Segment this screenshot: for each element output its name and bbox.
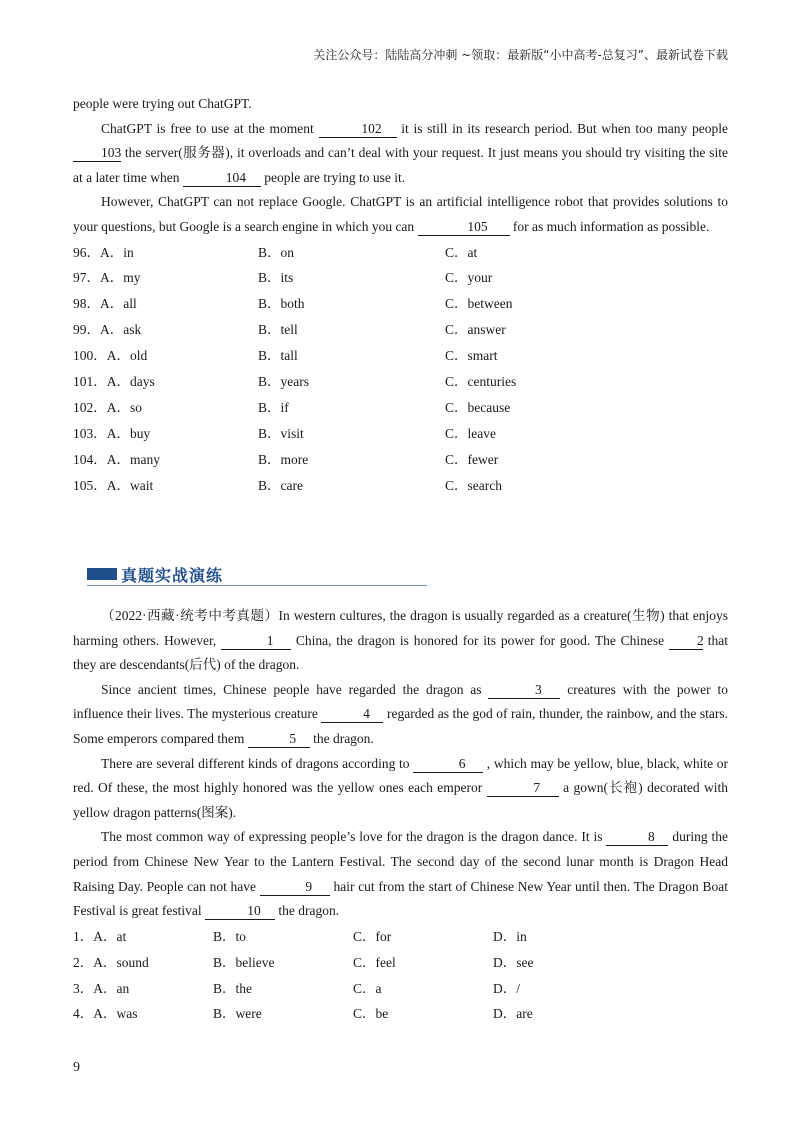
section-title xyxy=(87,563,427,586)
option-row xyxy=(73,265,728,291)
section-chatgpt xyxy=(73,92,728,498)
option-b[interactable]: B．both xyxy=(258,296,305,312)
option-d[interactable]: D．/ xyxy=(493,980,520,996)
options-list-2 xyxy=(73,924,728,1028)
paragraph-0: people were trying out ChatGPT. xyxy=(73,96,252,111)
question-options xyxy=(73,317,258,343)
option-b[interactable]: B．care xyxy=(258,477,303,493)
option-c[interactable]: C．for xyxy=(353,928,392,944)
option-row xyxy=(73,924,728,950)
text: , which may be yellow, blue, black, white or red. Of these, the most highly honored was the yellow ones each emperor xyxy=(73,755,728,796)
option-b[interactable]: B．its xyxy=(258,270,294,286)
option-row xyxy=(73,976,728,1002)
option-c[interactable]: C．answer xyxy=(445,322,506,338)
question-options xyxy=(73,447,258,473)
question-options xyxy=(73,924,213,950)
blank-7[interactable]: 7 xyxy=(487,780,559,797)
text: the dragon. xyxy=(309,730,374,746)
option-c[interactable]: C．a xyxy=(353,980,382,996)
option-c[interactable]: C．be xyxy=(353,1006,389,1022)
question-number: 98． xyxy=(73,296,100,312)
blank-2[interactable]: 2 xyxy=(669,633,703,650)
option-row xyxy=(73,473,728,499)
question-number: 102． xyxy=(73,399,107,415)
option-a[interactable]: A．so xyxy=(106,399,143,415)
text: hair cut from the start of Chinese New Year until then. The Dragon Boat Festival is great festival xyxy=(73,878,728,919)
paragraph-2 xyxy=(73,190,728,239)
text: it is still in its research period. But when too many people xyxy=(396,120,728,136)
question-number: 101． xyxy=(73,374,107,390)
question-number: 104． xyxy=(73,451,107,467)
paragraph-s2-4 xyxy=(73,825,728,923)
text: regarded as the god of rain, thunder, the rainbow, and the stars. Some emperors compared them xyxy=(73,706,728,746)
text: for as much information as possible. xyxy=(509,218,710,234)
text: the server(服务器), it overloads and can’t deal with your request. It just means you should try visiting the site at a later time when xyxy=(73,145,728,185)
option-a[interactable]: A．ask xyxy=(100,322,142,338)
option-a[interactable]: A．wait xyxy=(106,477,154,493)
question-options xyxy=(73,1001,213,1027)
blank-5[interactable]: 5 xyxy=(248,731,310,748)
option-a[interactable]: A．my xyxy=(100,270,141,286)
blank-3[interactable]: 3 xyxy=(488,682,560,699)
option-c[interactable]: C．feel xyxy=(353,954,396,970)
option-b[interactable]: B．were xyxy=(213,1006,262,1022)
option-c[interactable]: C．your xyxy=(445,270,493,286)
question-options xyxy=(73,421,258,447)
blank-103[interactable]: 103 xyxy=(73,145,121,162)
option-a[interactable]: A．days xyxy=(106,374,155,390)
option-b[interactable]: B．on xyxy=(258,244,295,260)
question-options xyxy=(73,976,213,1002)
option-a[interactable]: A．was xyxy=(93,1006,138,1022)
question-number: 3． xyxy=(73,980,94,996)
question-number: 99． xyxy=(73,322,100,338)
option-b[interactable]: B．more xyxy=(258,451,309,467)
text: Since ancient times, Chinese people have regarded the dragon as xyxy=(101,681,489,697)
option-a[interactable]: A．old xyxy=(106,348,148,364)
option-d[interactable]: D．are xyxy=(493,1006,533,1022)
question-options xyxy=(73,473,258,499)
question-number: 4． xyxy=(73,1006,94,1022)
option-b[interactable]: B．the xyxy=(213,980,252,996)
option-c[interactable]: C．centuries xyxy=(445,374,517,390)
option-row xyxy=(73,421,728,447)
option-a[interactable]: A．sound xyxy=(93,954,149,970)
option-row xyxy=(73,395,728,421)
text: during the period from Chinese New Year to the Lantern Festival. The second day of the second lunar month is Dragon Head Raising Day. People can not have xyxy=(73,829,728,894)
blank-10[interactable]: 10 xyxy=(205,903,275,920)
question-options xyxy=(73,240,258,266)
question-number: 96． xyxy=(73,244,100,260)
question-number: 1． xyxy=(73,928,94,944)
text: people are trying to use it. xyxy=(260,169,406,185)
paragraph-s2-1 xyxy=(73,604,728,678)
text: However, ChatGPT can not replace Google. ChatGPT is an artificial intelligence robot that provides solutions to your questions, but Google is a search engine in which you can xyxy=(73,194,728,234)
option-a[interactable]: A．all xyxy=(100,296,137,312)
option-b[interactable]: B．tall xyxy=(258,348,298,364)
text: There are several different kinds of dragons according to xyxy=(101,755,414,771)
question-number: 2． xyxy=(73,954,94,970)
option-row xyxy=(73,1001,728,1027)
option-b[interactable]: B．years xyxy=(258,374,309,390)
option-row xyxy=(73,240,728,266)
question-number: 103． xyxy=(73,425,107,441)
option-d[interactable]: D．in xyxy=(493,928,527,944)
option-b[interactable]: B．if xyxy=(258,399,289,415)
question-options xyxy=(73,950,213,976)
blank-6[interactable]: 6 xyxy=(413,756,483,773)
option-b[interactable]: B．believe xyxy=(213,954,275,970)
question-options xyxy=(73,369,258,395)
option-c[interactable]: C．at xyxy=(445,244,478,260)
blank-4[interactable]: 4 xyxy=(321,706,383,723)
text: The most common way of expressing people’s love for the dragon is the dragon dance. It is xyxy=(101,829,607,845)
blank-102[interactable]: 102 xyxy=(319,121,397,138)
option-c[interactable]: C．fewer xyxy=(445,451,499,467)
option-row xyxy=(73,447,728,473)
option-c[interactable]: C．search xyxy=(445,477,502,493)
option-a[interactable]: A．buy xyxy=(106,425,151,441)
page-number: 9 xyxy=(73,1060,80,1075)
option-row xyxy=(73,950,728,976)
option-c[interactable]: C．smart xyxy=(445,348,498,364)
option-c[interactable]: C．between xyxy=(445,296,513,312)
option-a[interactable]: A．at xyxy=(93,928,127,944)
paragraph-1 xyxy=(73,117,728,191)
section-title-text: 真题实战演练 xyxy=(121,566,224,585)
text: a gown(长袍) decorated with yellow dragon patterns(图案). xyxy=(73,780,728,820)
question-number: 100． xyxy=(73,348,107,364)
text: creatures with the power to influence their lives. The mysterious creature xyxy=(73,681,729,722)
text: （2022·西藏·统考中考真题）In western cultures, the dragon is usually regarded as a creature(生物) that enjoys harming others. However, xyxy=(73,608,728,648)
option-c[interactable]: C．leave xyxy=(445,425,496,441)
option-b[interactable]: B．tell xyxy=(258,322,298,338)
question-options xyxy=(73,291,258,317)
option-b[interactable]: B．visit xyxy=(258,425,304,441)
option-row xyxy=(73,317,728,343)
option-c[interactable]: C．because xyxy=(445,399,511,415)
blank-105[interactable]: 105 xyxy=(418,219,510,236)
blank-8[interactable]: 8 xyxy=(606,829,668,846)
option-d[interactable]: D．see xyxy=(493,954,534,970)
text: ChatGPT is free to use at the moment xyxy=(101,120,319,136)
option-b[interactable]: B．to xyxy=(213,928,247,944)
options-list-1 xyxy=(73,240,728,499)
paragraph-s2-2 xyxy=(73,678,728,752)
text: the dragon. xyxy=(274,903,340,919)
option-row xyxy=(73,343,728,369)
option-row xyxy=(73,369,728,395)
page-header: 关注公众号：陆陆高分冲刺 ~领取：最新版“小中高考-总复习”、最新试卷下载 xyxy=(313,48,728,62)
question-number: 97． xyxy=(73,270,100,286)
question-options xyxy=(73,265,258,291)
blank-104[interactable]: 104 xyxy=(183,170,261,187)
blank-1[interactable]: 1 xyxy=(221,633,291,650)
option-a[interactable]: A．in xyxy=(100,244,134,260)
question-number: 105． xyxy=(73,477,107,493)
question-options xyxy=(73,395,258,421)
option-a[interactable]: A．an xyxy=(93,980,130,996)
option-row xyxy=(73,291,728,317)
option-a[interactable]: A．many xyxy=(106,451,160,467)
text: that they are descendants(后代) of the dragon. xyxy=(73,632,728,673)
blank-9[interactable]: 9 xyxy=(260,879,330,896)
question-options xyxy=(73,343,258,369)
title-bar-decoration xyxy=(87,568,117,580)
text: China, the dragon is honored for its power for good. The Chinese xyxy=(291,632,669,648)
paragraph-s2-3 xyxy=(73,752,728,826)
section-dragon xyxy=(73,604,728,1027)
